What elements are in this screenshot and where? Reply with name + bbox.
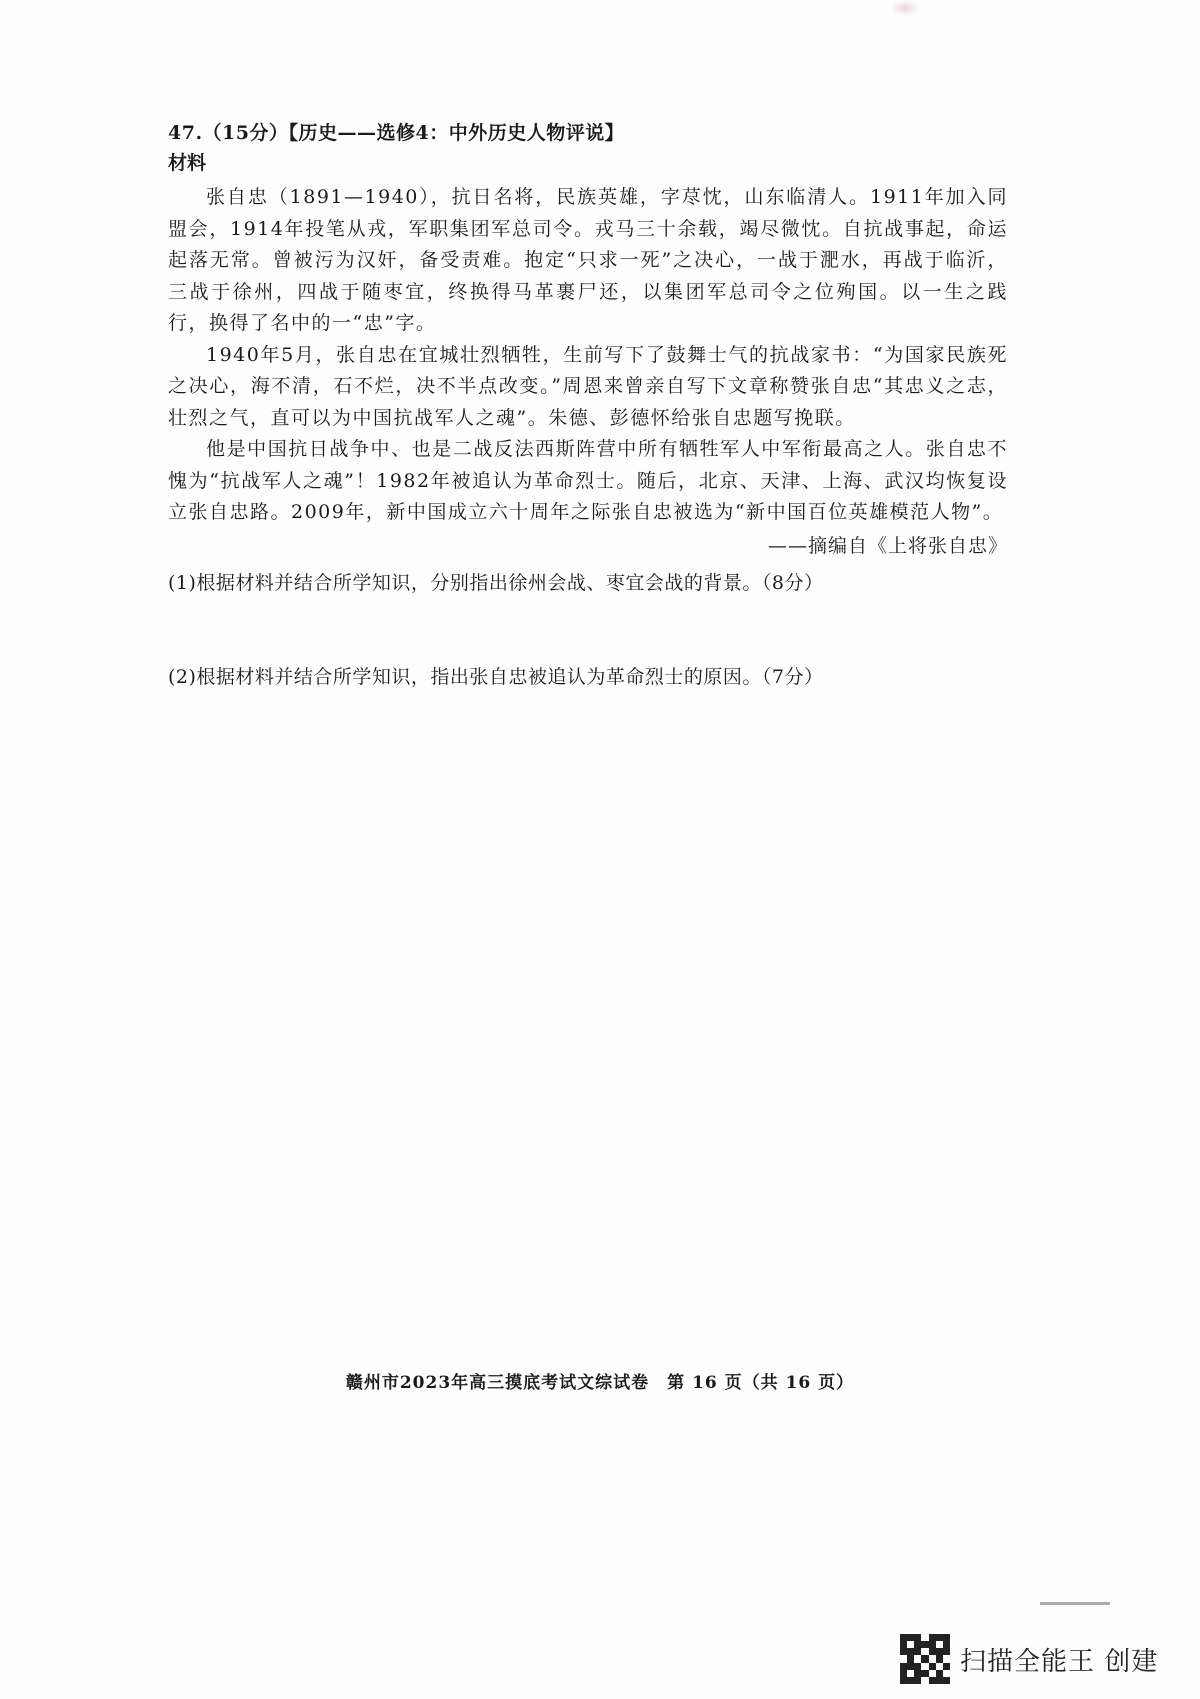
scanner-watermark <box>900 1634 1158 1684</box>
material-paragraph-2: 1940年5月，张自忠在宜城壮烈牺牲，生前写下了鼓舞士气的抗战家书：“为国家民族死之决心，海不清，石不烂，决不半点改变。”周恩来曾亲自写下文章称赞张自忠“其忠义之志，壮烈之气，直可以为中国抗战军人之魂”。朱德、彭德怀给张自忠题写挽联。 <box>168 343 1008 429</box>
page-footer: 赣州市2023年高三摸底考试文综试卷 第 16 页（共 16 页） <box>345 1373 855 1393</box>
material-source: ——摘编自《上将张自忠》 <box>767 534 1008 557</box>
qr-code-icon <box>900 1634 950 1684</box>
question-47 <box>168 118 1008 692</box>
watermark-text: 扫描全能王 创建 <box>960 1646 1159 1677</box>
scan-artifact <box>890 0 920 16</box>
sub-question-1: (1)根据材料并结合所学知识，分别指出徐州会战、枣宜会战的背景。（8分） <box>168 572 824 594</box>
material-label: 材料 <box>168 152 207 174</box>
question-title: 47.（15分）【历史——选修4：中外历史人物评说】 <box>168 122 625 144</box>
scan-edge-mark <box>1040 1602 1110 1605</box>
material-paragraph-3: 他是中国抗日战争中、也是二战反法西斯阵营中所有牺牲军人中军衔最高之人。张自忠不愧为“抗战军人之魂”！1982年被追认为革命烈士。随后，北京、天津、上海、武汉均恢复设立张自忠路。2009年，新中国成立六十周年之际张自忠被选为“新中国百位英雄模范人物”。 <box>168 438 1008 523</box>
sub-question-2: (2)根据材料并结合所学知识，指出张自忠被追认为革命烈士的原因。（7分） <box>168 666 824 688</box>
material-paragraph-1: 张自忠（1891—1940），抗日名将，民族英雄，字荩忱，山东临清人。1911年加入同盟会，1914年投笔从戎，军职集团军总司令。戎马三十余载，竭尽微忱。自抗战事起，命运起落无常。曾被污为汉奸，备受责难。抱定“只求一死”之决心，一战于淝水，再战于临沂，三战于徐州，四战于随枣宜，终换得马革裹尸还，以集团军总司令之位殉国。以一生之践行，换得了名中的一“忠”字。 <box>168 186 1008 334</box>
